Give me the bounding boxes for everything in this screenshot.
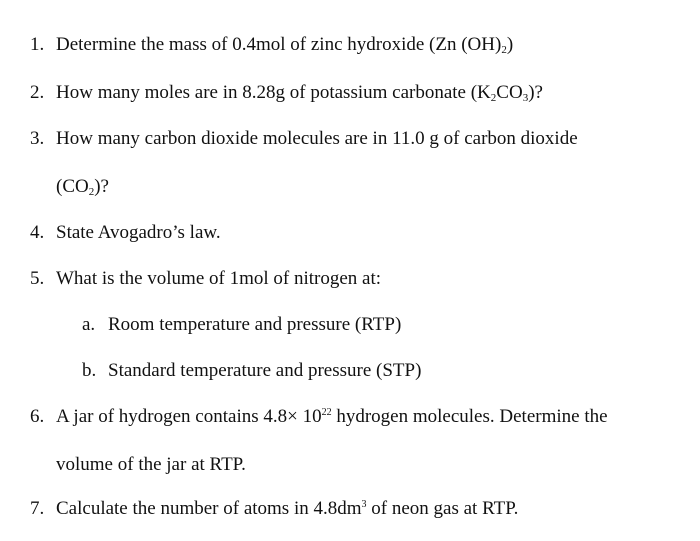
question-number: 1. [30, 34, 45, 55]
question-6 [30, 406, 608, 428]
question-text: (CO [56, 176, 89, 197]
question-2 [30, 82, 543, 104]
question-text: How many moles are in 8.28g of potassium carbonate (K [56, 82, 491, 103]
question-text: A jar of hydrogen contains 4.8× 10 [56, 406, 322, 427]
question-text-end: )? [528, 82, 543, 103]
question-text: How many carbon dioxide molecules are in 11.0 g of carbon dioxide [56, 128, 578, 149]
question-number: 5. [30, 268, 45, 289]
question-3 [30, 128, 578, 150]
question-number: 6. [30, 406, 45, 427]
question-text: What is the volume of 1mol of nitrogen at: [56, 268, 382, 289]
question-text-mid: CO [496, 82, 523, 103]
part-label: b. [82, 360, 97, 381]
question-5 [30, 268, 381, 290]
question-text-end: ) [506, 34, 514, 55]
question-7 [30, 498, 518, 520]
subscript: 2 [88, 186, 95, 198]
question-text: Determine the mass of 0.4mol of zinc hydroxide (Zn (OH) [56, 34, 502, 55]
subscript: 2 [490, 92, 497, 104]
question-5-part-b [82, 360, 421, 382]
subscript: 2 [501, 44, 507, 56]
subscript: 3 [522, 92, 529, 104]
superscript: 22 [321, 407, 332, 418]
question-4 [30, 222, 221, 244]
question-text-end: hydrogen molecules. Determine the [331, 406, 608, 427]
question-number: 2. [30, 82, 45, 103]
question-text-end: of neon gas at RTP. [366, 498, 519, 519]
question-text: Calculate the number of atoms in 4.8dm [56, 498, 362, 519]
question-number: 4. [30, 222, 45, 243]
question-text: State Avogadro’s law. [56, 222, 221, 243]
question-6-continuation [56, 454, 246, 476]
question-5-part-a [82, 314, 401, 336]
part-label: a. [82, 314, 96, 335]
superscript: 3 [361, 499, 367, 510]
part-text: Standard temperature and pressure (STP) [108, 360, 422, 381]
question-number: 3. [30, 128, 45, 149]
question-3-continuation [56, 176, 109, 198]
question-text: volume of the jar at RTP. [56, 454, 246, 475]
question-number: 7. [30, 498, 45, 519]
question-text-end: )? [94, 176, 109, 197]
question-1 [30, 34, 513, 56]
part-text: Room temperature and pressure (RTP) [108, 314, 402, 335]
